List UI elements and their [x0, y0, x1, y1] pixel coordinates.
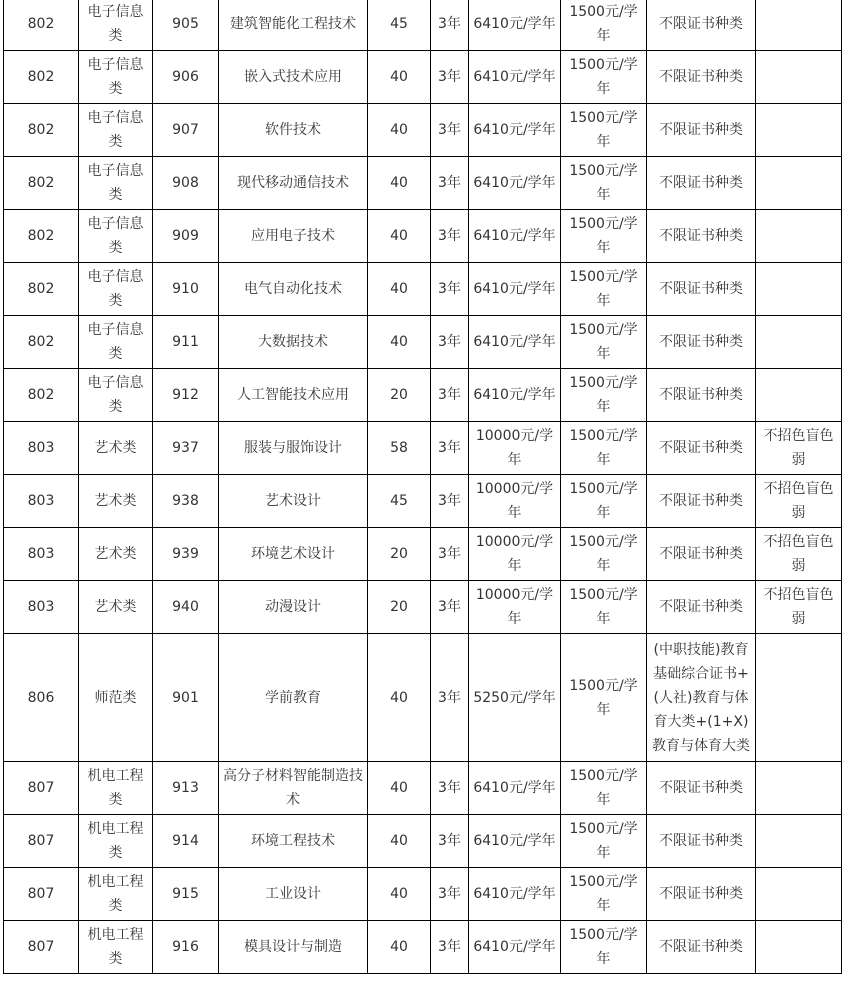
duration-cell: 3年: [431, 815, 469, 868]
major-group-name-cell: 电子信息类: [79, 369, 153, 422]
remarks-cell: 不招色盲色弱: [756, 475, 842, 528]
plan-count-cell: 20: [368, 581, 431, 634]
major-group-code-cell: 802: [4, 316, 79, 369]
major-name-cell: 模具设计与制造: [219, 921, 368, 974]
certificate-requirement-cell: 不限证书种类: [647, 815, 756, 868]
major-name-cell: 嵌入式技术应用: [219, 51, 368, 104]
major-group-name-cell: 电子信息类: [79, 316, 153, 369]
table-row: [4, 104, 842, 157]
certificate-requirement-cell: 不限证书种类: [647, 921, 756, 974]
major-code-cell: 912: [153, 369, 219, 422]
major-name-cell: 现代移动通信技术: [219, 157, 368, 210]
plan-count-cell: 20: [368, 528, 431, 581]
duration-cell: 3年: [431, 316, 469, 369]
major-group-name-cell: 艺术类: [79, 422, 153, 475]
remarks-cell: 不招色盲色弱: [756, 581, 842, 634]
accommodation-fee-cell: 1500元/学年: [561, 210, 647, 263]
table-row: [4, 316, 842, 369]
plan-count-cell: 40: [368, 210, 431, 263]
remarks-cell: [756, 263, 842, 316]
remarks-cell: [756, 316, 842, 369]
major-group-name-cell: 电子信息类: [79, 157, 153, 210]
accommodation-fee-cell: 1500元/学年: [561, 51, 647, 104]
table-row: [4, 815, 842, 868]
table-row: [4, 422, 842, 475]
major-code-cell: 911: [153, 316, 219, 369]
plan-count-cell: 45: [368, 475, 431, 528]
remarks-cell: [756, 921, 842, 974]
duration-cell: 3年: [431, 51, 469, 104]
major-name-cell: 电气自动化技术: [219, 263, 368, 316]
major-group-code-cell: 803: [4, 528, 79, 581]
table-row: [4, 921, 842, 974]
remarks-cell: [756, 634, 842, 762]
accommodation-fee-cell: 1500元/学年: [561, 104, 647, 157]
major-group-code-cell: 807: [4, 815, 79, 868]
major-name-cell: 环境工程技术: [219, 815, 368, 868]
duration-cell: 3年: [431, 104, 469, 157]
major-group-code-cell: 802: [4, 369, 79, 422]
table-row: [4, 157, 842, 210]
accommodation-fee-cell: 1500元/学年: [561, 422, 647, 475]
tuition-cell: 6410元/学年: [469, 316, 561, 369]
accommodation-fee-cell: 1500元/学年: [561, 263, 647, 316]
certificate-requirement-cell: 不限证书种类: [647, 369, 756, 422]
tuition-cell: 6410元/学年: [469, 921, 561, 974]
certificate-requirement-cell: 不限证书种类: [647, 210, 756, 263]
tuition-cell: 10000元/学年: [469, 528, 561, 581]
major-group-code-cell: 803: [4, 581, 79, 634]
remarks-cell: [756, 762, 842, 815]
table-row: [4, 51, 842, 104]
certificate-requirement-cell: 不限证书种类: [647, 157, 756, 210]
duration-cell: 3年: [431, 157, 469, 210]
tuition-cell: 10000元/学年: [469, 581, 561, 634]
plan-count-cell: 40: [368, 104, 431, 157]
major-code-cell: 937: [153, 422, 219, 475]
tuition-cell: 6410元/学年: [469, 762, 561, 815]
major-name-cell: 工业设计: [219, 868, 368, 921]
major-group-name-cell: 电子信息类: [79, 104, 153, 157]
certificate-requirement-cell: 不限证书种类: [647, 868, 756, 921]
plan-count-cell: 58: [368, 422, 431, 475]
duration-cell: 3年: [431, 210, 469, 263]
major-group-code-cell: 802: [4, 51, 79, 104]
duration-cell: 3年: [431, 369, 469, 422]
major-group-code-cell: 807: [4, 868, 79, 921]
certificate-requirement-cell: 不限证书种类: [647, 475, 756, 528]
major-name-cell: 建筑智能化工程技术: [219, 0, 368, 51]
table-row: [4, 369, 842, 422]
major-group-name-cell: 电子信息类: [79, 263, 153, 316]
accommodation-fee-cell: 1500元/学年: [561, 921, 647, 974]
major-group-name-cell: 师范类: [79, 634, 153, 762]
plan-count-cell: 40: [368, 762, 431, 815]
table-row: [4, 475, 842, 528]
plan-count-cell: 40: [368, 634, 431, 762]
major-group-name-cell: 机电工程类: [79, 762, 153, 815]
certificate-requirement-cell: 不限证书种类: [647, 422, 756, 475]
certificate-requirement-cell: 不限证书种类: [647, 528, 756, 581]
major-group-name-cell: 机电工程类: [79, 868, 153, 921]
accommodation-fee-cell: 1500元/学年: [561, 762, 647, 815]
table-row: [4, 762, 842, 815]
accommodation-fee-cell: 1500元/学年: [561, 528, 647, 581]
accommodation-fee-cell: 1500元/学年: [561, 0, 647, 51]
duration-cell: 3年: [431, 263, 469, 316]
remarks-cell: [756, 0, 842, 51]
duration-cell: 3年: [431, 0, 469, 51]
duration-cell: 3年: [431, 634, 469, 762]
accommodation-fee-cell: 1500元/学年: [561, 634, 647, 762]
plan-count-cell: 45: [368, 0, 431, 51]
tuition-cell: 6410元/学年: [469, 210, 561, 263]
table-row: [4, 263, 842, 316]
remarks-cell: [756, 815, 842, 868]
table-row: [4, 528, 842, 581]
certificate-requirement-cell: 不限证书种类: [647, 51, 756, 104]
major-code-cell: 909: [153, 210, 219, 263]
tuition-cell: 6410元/学年: [469, 868, 561, 921]
major-code-cell: 905: [153, 0, 219, 51]
major-name-cell: 学前教育: [219, 634, 368, 762]
certificate-requirement-cell: 不限证书种类: [647, 762, 756, 815]
accommodation-fee-cell: 1500元/学年: [561, 815, 647, 868]
remarks-cell: [756, 157, 842, 210]
remarks-cell: [756, 210, 842, 263]
duration-cell: 3年: [431, 868, 469, 921]
table-row: [4, 0, 842, 51]
certificate-requirement-cell: (中职技能)教育基础综合证书+(人社)教育与体育大类+(1+X)教育与体育大类: [647, 634, 756, 762]
major-group-code-cell: 802: [4, 157, 79, 210]
table-row: [4, 581, 842, 634]
duration-cell: 3年: [431, 475, 469, 528]
remarks-cell: [756, 104, 842, 157]
accommodation-fee-cell: 1500元/学年: [561, 316, 647, 369]
major-code-cell: 938: [153, 475, 219, 528]
major-name-cell: 高分子材料智能制造技术: [219, 762, 368, 815]
tuition-cell: 6410元/学年: [469, 263, 561, 316]
duration-cell: 3年: [431, 422, 469, 475]
major-code-cell: 906: [153, 51, 219, 104]
tuition-cell: 6410元/学年: [469, 0, 561, 51]
tuition-cell: 6410元/学年: [469, 157, 561, 210]
major-code-cell: 939: [153, 528, 219, 581]
plan-count-cell: 40: [368, 51, 431, 104]
major-code-cell: 913: [153, 762, 219, 815]
accommodation-fee-cell: 1500元/学年: [561, 581, 647, 634]
tuition-cell: 10000元/学年: [469, 475, 561, 528]
major-name-cell: 大数据技术: [219, 316, 368, 369]
major-group-code-cell: 802: [4, 104, 79, 157]
tuition-cell: 6410元/学年: [469, 815, 561, 868]
accommodation-fee-cell: 1500元/学年: [561, 475, 647, 528]
major-group-code-cell: 802: [4, 210, 79, 263]
tuition-cell: 5250元/学年: [469, 634, 561, 762]
major-name-cell: 人工智能技术应用: [219, 369, 368, 422]
major-code-cell: 914: [153, 815, 219, 868]
accommodation-fee-cell: 1500元/学年: [561, 369, 647, 422]
major-code-cell: 915: [153, 868, 219, 921]
duration-cell: 3年: [431, 581, 469, 634]
tuition-cell: 6410元/学年: [469, 104, 561, 157]
major-group-name-cell: 电子信息类: [79, 51, 153, 104]
plan-count-cell: 40: [368, 157, 431, 210]
major-group-code-cell: 803: [4, 422, 79, 475]
tuition-cell: 6410元/学年: [469, 369, 561, 422]
major-group-code-cell: 802: [4, 263, 79, 316]
remarks-cell: 不招色盲色弱: [756, 422, 842, 475]
major-code-cell: 901: [153, 634, 219, 762]
major-group-code-cell: 806: [4, 634, 79, 762]
tuition-cell: 10000元/学年: [469, 422, 561, 475]
certificate-requirement-cell: 不限证书种类: [647, 0, 756, 51]
major-name-cell: 艺术设计: [219, 475, 368, 528]
certificate-requirement-cell: 不限证书种类: [647, 316, 756, 369]
plan-count-cell: 20: [368, 369, 431, 422]
remarks-cell: [756, 868, 842, 921]
major-code-cell: 910: [153, 263, 219, 316]
major-group-name-cell: 机电工程类: [79, 921, 153, 974]
major-name-cell: 环境艺术设计: [219, 528, 368, 581]
major-group-name-cell: 机电工程类: [79, 815, 153, 868]
major-group-code-cell: 807: [4, 921, 79, 974]
major-group-code-cell: 807: [4, 762, 79, 815]
major-code-cell: 916: [153, 921, 219, 974]
duration-cell: 3年: [431, 762, 469, 815]
plan-count-cell: 40: [368, 263, 431, 316]
major-name-cell: 动漫设计: [219, 581, 368, 634]
certificate-requirement-cell: 不限证书种类: [647, 263, 756, 316]
plan-count-cell: 40: [368, 316, 431, 369]
plan-count-cell: 40: [368, 868, 431, 921]
major-group-name-cell: 艺术类: [79, 528, 153, 581]
major-code-cell: 940: [153, 581, 219, 634]
major-code-cell: 908: [153, 157, 219, 210]
table-row: [4, 868, 842, 921]
major-name-cell: 软件技术: [219, 104, 368, 157]
major-code-cell: 907: [153, 104, 219, 157]
accommodation-fee-cell: 1500元/学年: [561, 157, 647, 210]
table-row: [4, 634, 842, 762]
major-group-code-cell: 803: [4, 475, 79, 528]
major-group-code-cell: 802: [4, 0, 79, 51]
certificate-requirement-cell: 不限证书种类: [647, 581, 756, 634]
tuition-cell: 6410元/学年: [469, 51, 561, 104]
certificate-requirement-cell: 不限证书种类: [647, 104, 756, 157]
remarks-cell: [756, 369, 842, 422]
plan-count-cell: 40: [368, 815, 431, 868]
major-group-name-cell: 艺术类: [79, 475, 153, 528]
duration-cell: 3年: [431, 528, 469, 581]
remarks-cell: [756, 51, 842, 104]
duration-cell: 3年: [431, 921, 469, 974]
remarks-cell: 不招色盲色弱: [756, 528, 842, 581]
major-group-name-cell: 艺术类: [79, 581, 153, 634]
major-group-name-cell: 电子信息类: [79, 0, 153, 51]
enrollment-plan-table: [3, 0, 842, 974]
table-row: [4, 210, 842, 263]
accommodation-fee-cell: 1500元/学年: [561, 868, 647, 921]
major-name-cell: 应用电子技术: [219, 210, 368, 263]
major-name-cell: 服装与服饰设计: [219, 422, 368, 475]
major-group-name-cell: 电子信息类: [79, 210, 153, 263]
plan-count-cell: 40: [368, 921, 431, 974]
